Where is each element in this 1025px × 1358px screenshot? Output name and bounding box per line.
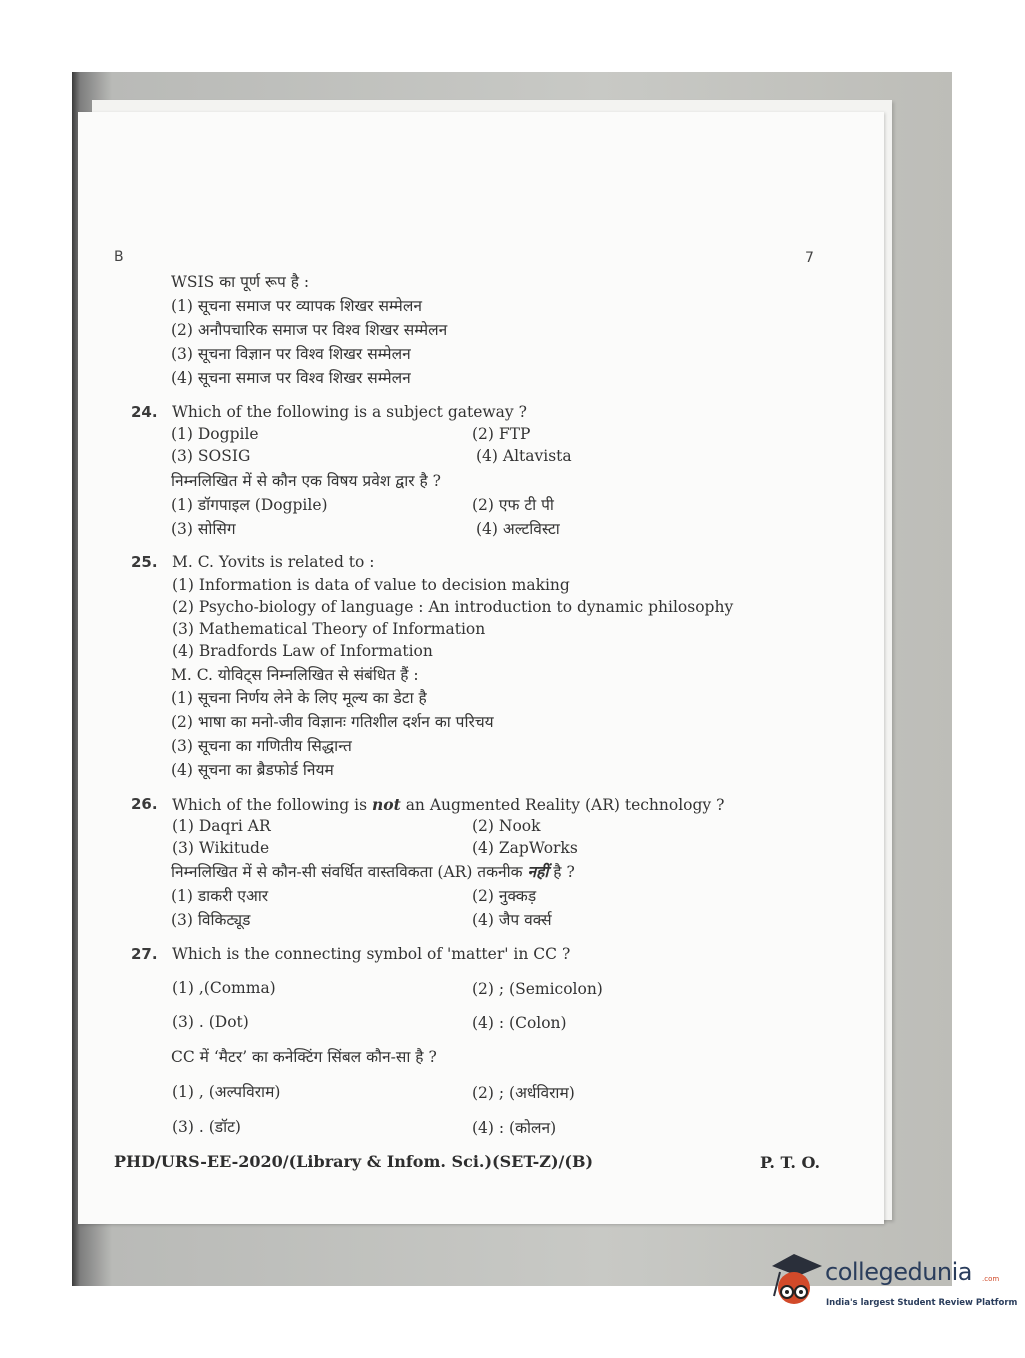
q23-option-2-hi: (2) अनौपचारिक समाज पर विश्व शिखर सम्मेलन — [171, 321, 448, 339]
q25-option-4-hi: (4) सूचना का ब्रैडफोर्ड नियम — [171, 761, 334, 779]
q24-option-1-hi: (1) डॉगपाइल (Dogpile) — [171, 496, 328, 514]
q24-question-hi: निम्नलिखित में से कौन एक विषय प्रवेश द्वार है ? — [171, 472, 441, 490]
q24-option-2-hi: (2) एफ टी पी — [472, 496, 554, 514]
q23-option-3-hi: (3) सूचना विज्ञान पर विश्व शिखर सम्मेलन — [171, 345, 411, 363]
page-number: 7 — [805, 250, 814, 266]
q25-option-1-hi: (1) सूचना निर्णय लेने के लिए मूल्य का डेटा है — [171, 689, 427, 707]
set-letter: B — [114, 249, 124, 265]
q24-option-4: (4) Altavista — [476, 447, 572, 465]
footer-paper-code: PHD/URS-EE-2020/(Library & Infom. Sci.)(SET-Z)/(B) — [114, 1152, 594, 1171]
q24-option-3: (3) SOSIG — [171, 447, 251, 465]
q23-option-4-hi: (4) सूचना समाज पर विश्व शिखर सम्मेलन — [171, 369, 411, 387]
q25-question: M. C. Yovits is related to : — [172, 553, 375, 571]
q23-question-hi: WSIS का पूर्ण रूप है : — [171, 273, 310, 291]
q26-emphasis: not — [371, 795, 401, 814]
q27-question: Which is the connecting symbol of 'matter' in CC ? — [172, 945, 571, 963]
q26-question: Which of the following is not an Augmented Reality (AR) technology ? — [172, 795, 725, 814]
q26-number: 26. — [131, 795, 158, 813]
q27-number: 27. — [131, 945, 158, 963]
q26-option-2-hi: (2) नुक्कड़ — [472, 887, 537, 905]
q26-option-2: (2) Nook — [472, 817, 541, 835]
q27-question-hi: CC में ‘मैटर’ का कनेक्टिंग सिंबल कौन-सा है ? — [171, 1048, 437, 1066]
q26-question-hi: निम्नलिखित में से कौन-सी संवर्धित वास्तविकता (AR) तकनीक नहीं है ? — [171, 862, 575, 881]
mascot-icon — [772, 1254, 822, 1304]
q24-option-1: (1) Dogpile — [171, 425, 259, 443]
q24-number: 24. — [131, 403, 158, 421]
footer-pto: P. T. O. — [760, 1153, 821, 1172]
q27-option-3: (3) . (Dot) — [172, 1013, 249, 1031]
q27-option-4-hi: (4) : (कोलन) — [472, 1119, 557, 1137]
q26-emphasis-hi: नहीं — [527, 862, 549, 881]
q25-option-3: (3) Mathematical Theory of Information — [172, 620, 486, 638]
q27-option-2: (2) ; (Semicolon) — [472, 980, 603, 998]
q24-option-4-hi: (4) अल्टविस्टा — [476, 520, 560, 538]
logo-tagline: India's largest Student Review Platform — [826, 1298, 1018, 1308]
q25-option-1: (1) Information is data of value to decision making — [172, 576, 570, 594]
q26-option-1-hi: (1) डाकरी एआर — [171, 887, 269, 905]
q25-question-hi: M. C. योविट्स निम्नलिखित से संबंधित हैं : — [171, 666, 419, 684]
q24-option-3-hi: (3) सोसिग — [171, 520, 236, 538]
q27-option-3-hi: (3) . (डॉट) — [172, 1118, 241, 1136]
q27-option-2-hi: (2) ; (अर्धविराम) — [472, 1084, 575, 1102]
q26-option-4: (4) ZapWorks — [472, 839, 578, 857]
q27-option-1: (1) ,(Comma) — [172, 979, 276, 997]
q26-option-3: (3) Wikitude — [172, 839, 270, 857]
q23-option-1-hi: (1) सूचना समाज पर व्यापक शिखर सम्मेलन — [171, 297, 422, 315]
q25-number: 25. — [131, 553, 158, 571]
q25-option-3-hi: (3) सूचना का गणितीय सिद्धान्त — [171, 737, 352, 755]
q25-option-2: (2) Psycho-biology of language : An introduction to dynamic philosophy — [172, 598, 734, 616]
q26-option-3-hi: (3) विकिट्यूड — [171, 911, 251, 929]
q26-option-1: (1) Daqri AR — [172, 817, 271, 835]
q27-option-1-hi: (1) , (अल्पविराम) — [172, 1083, 281, 1101]
q25-option-4: (4) Bradfords Law of Information — [172, 642, 433, 660]
logo-wordmark: collegedunia — [825, 1258, 973, 1286]
q27-option-4: (4) : (Colon) — [472, 1014, 567, 1032]
q24-option-2: (2) FTP — [472, 425, 531, 443]
q24-question: Which of the following is a subject gateway ? — [172, 403, 527, 421]
q26-option-4-hi: (4) जैप वर्क्स — [472, 911, 552, 929]
q25-option-2-hi: (2) भाषा का मनो-जीव विज्ञानः गतिशील दर्शन का परिचय — [171, 713, 494, 731]
logo-com: .com — [982, 1275, 1000, 1283]
